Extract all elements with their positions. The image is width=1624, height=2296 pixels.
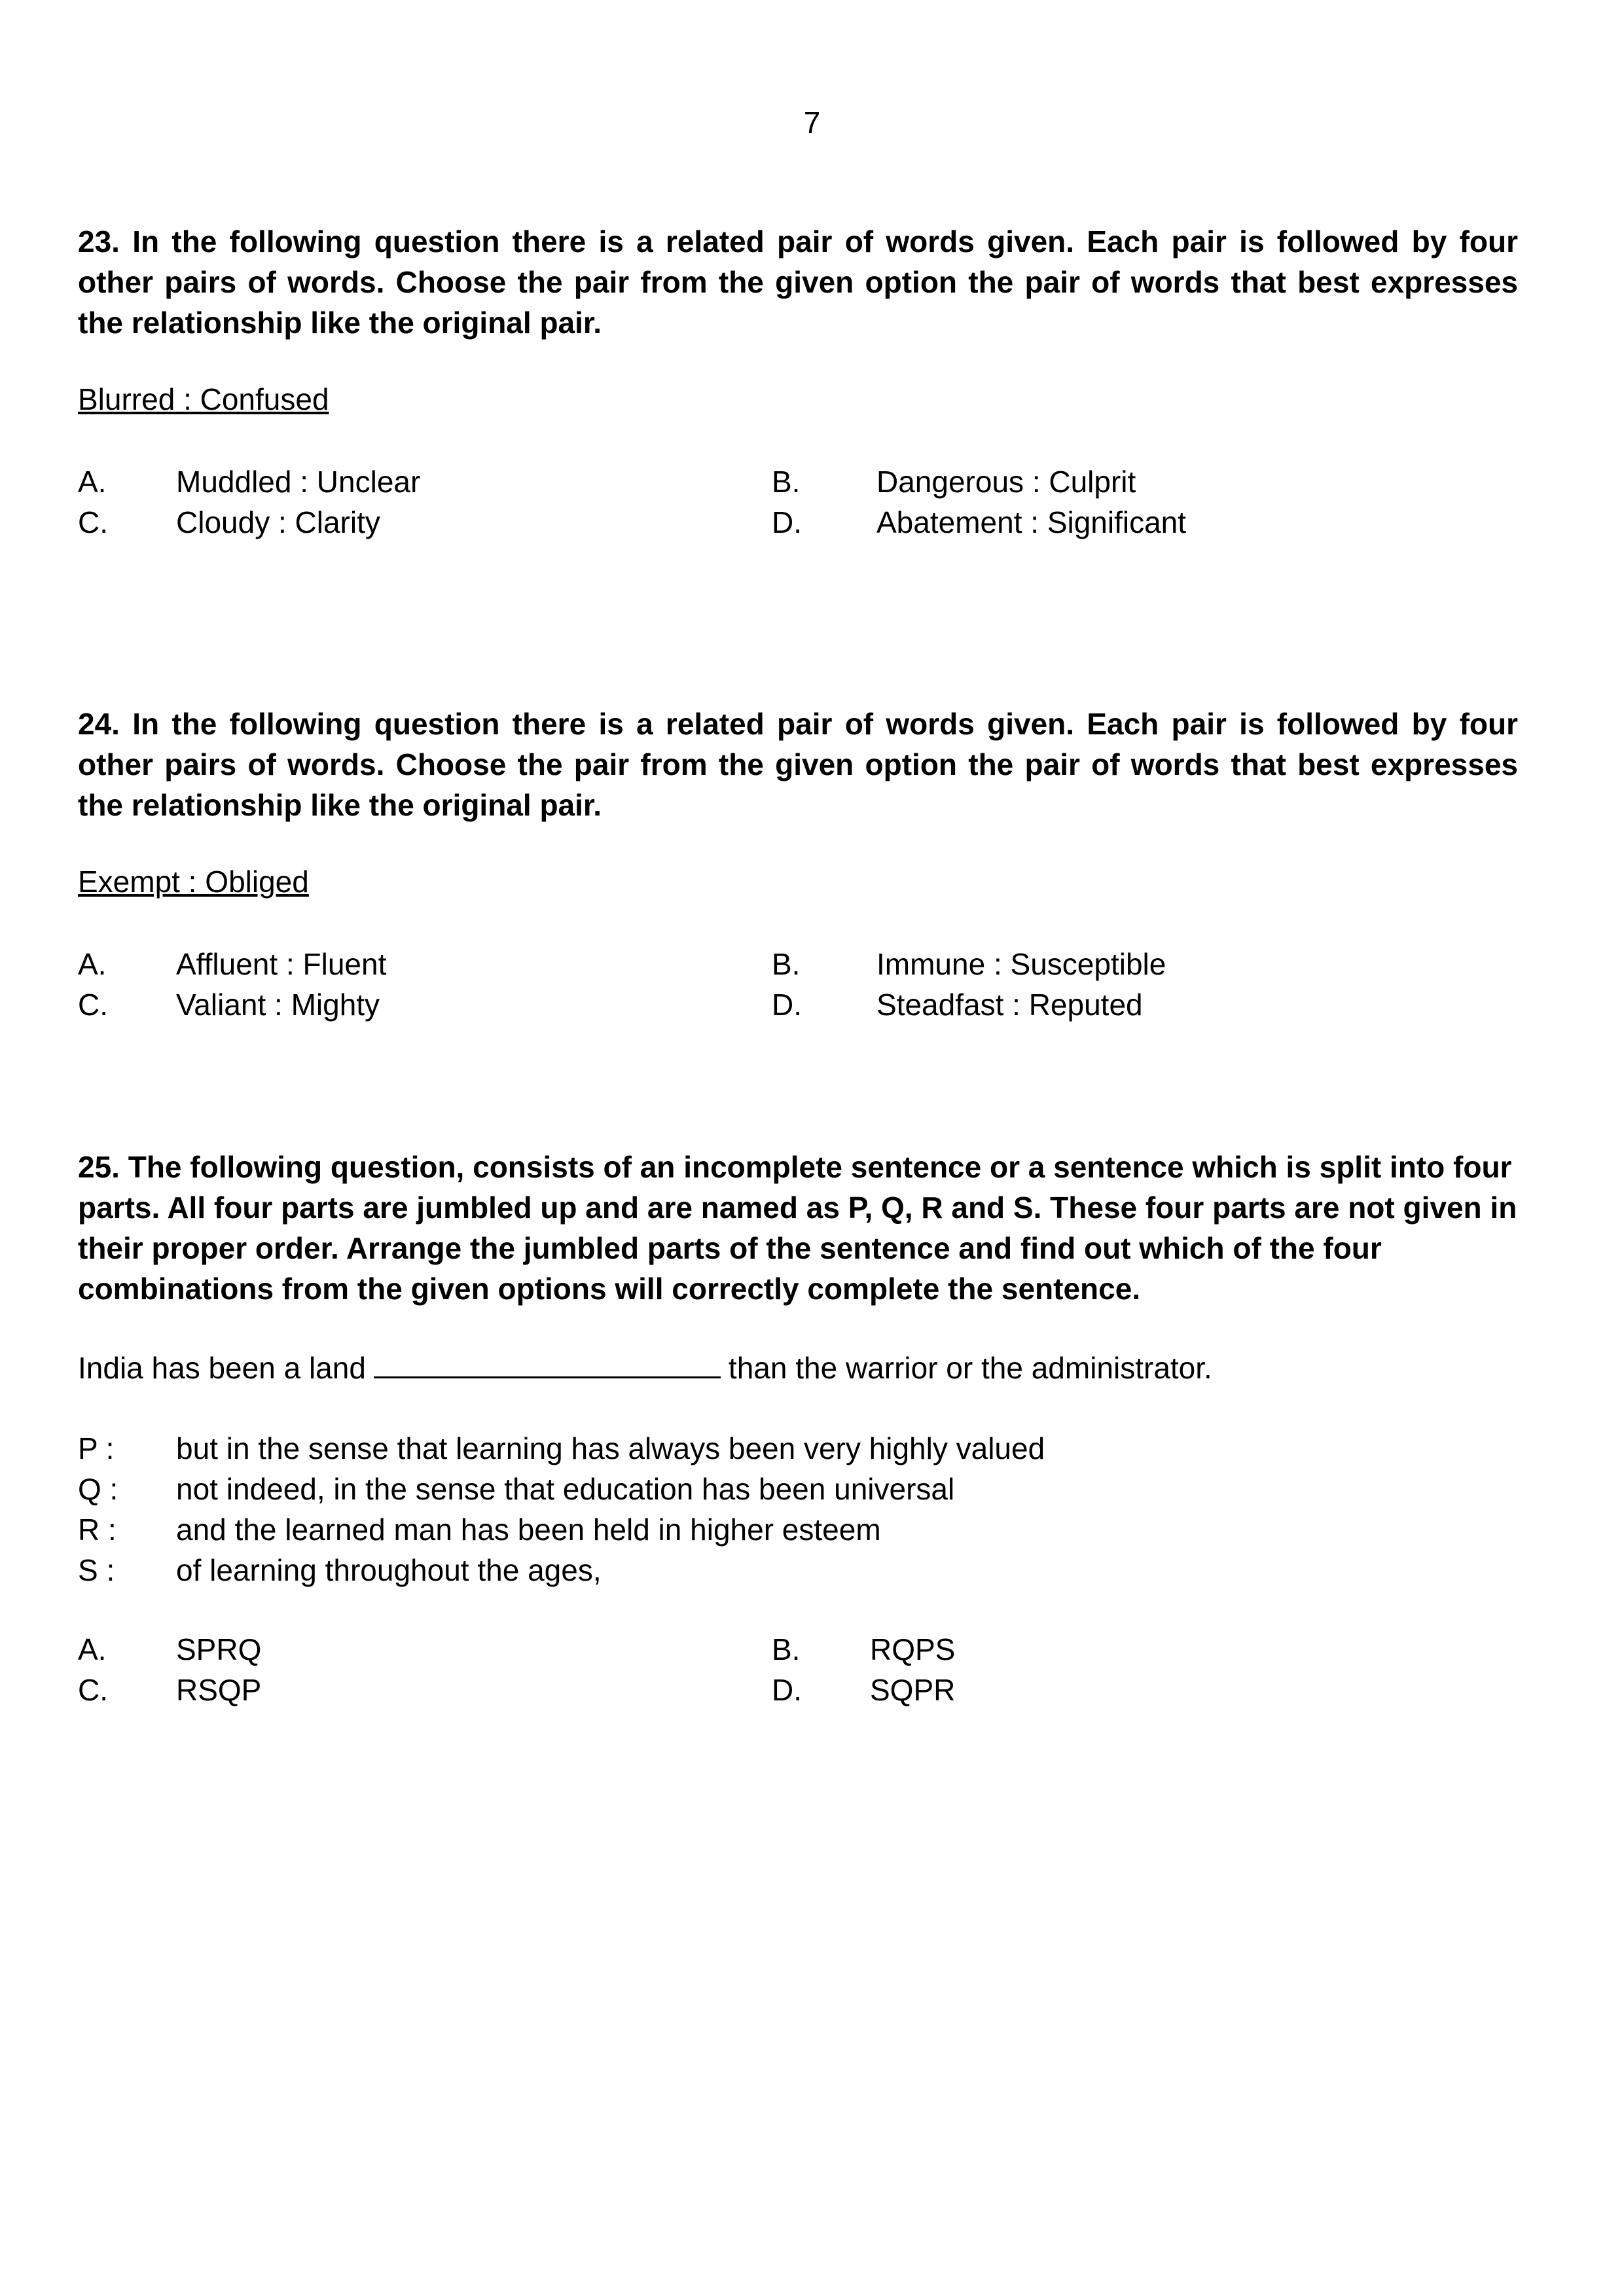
options-row-1 — [78, 944, 1518, 984]
option-letter: B. — [772, 1632, 801, 1666]
question-24-text: 24. In the following question there is a related pair of words given. Each pair is followed by four other pairs of words. Choose the pair from the given option the pair of words that best expresses the relationship like the original pair. — [78, 707, 1518, 822]
option-letter: B. — [772, 465, 801, 499]
option-letter: A. — [78, 465, 107, 499]
question-23-text: 23. In the following question there is a related pair of words given. Each pair is followed by four other pairs of words. Choose the pair from the given option the pair of words that best expresses the relationship like the original pair. — [78, 224, 1518, 340]
part-label: R : — [78, 1513, 117, 1547]
stem-after: than the warrior or the administrator. — [728, 1351, 1212, 1385]
question-24-options — [78, 944, 1518, 1025]
question-23-pair: Blurred : Confused — [78, 382, 329, 416]
option-text: Valiant : Mighty — [176, 988, 380, 1022]
part-text: but in the sense that learning has always been very highly valued — [176, 1431, 1045, 1465]
sentence-parts — [78, 1428, 1518, 1590]
options-row-1 — [78, 461, 1518, 502]
option-text: Affluent : Fluent — [176, 947, 387, 981]
option-text: SPRQ — [176, 1632, 262, 1666]
options-row-1 — [78, 1629, 1518, 1670]
options-row-2 — [78, 502, 1518, 543]
option-text: Dangerous : Culprit — [876, 465, 1136, 499]
question-24 — [78, 704, 1518, 1022]
option-letter: D. — [772, 505, 802, 539]
option-text: RSQP — [176, 1673, 262, 1707]
option-letter: A. — [78, 1632, 107, 1666]
part-r — [78, 1509, 1518, 1550]
option-text: SQPR — [870, 1673, 956, 1707]
part-p — [78, 1428, 1518, 1469]
option-text: Cloudy : Clarity — [176, 505, 380, 539]
option-letter: B. — [772, 947, 801, 981]
part-label: Q : — [78, 1472, 118, 1506]
sentence-blank — [374, 1350, 721, 1378]
option-text: Muddled : Unclear — [176, 465, 421, 499]
option-text: Steadfast : Reputed — [876, 988, 1143, 1022]
part-s — [78, 1550, 1518, 1590]
question-25 — [78, 1147, 1518, 1707]
part-text: not indeed, in the sense that education has been universal — [176, 1472, 955, 1506]
question-24-pair: Exempt : Obliged — [78, 865, 309, 899]
question-23-options — [78, 461, 1518, 543]
page-number: 7 — [803, 105, 821, 139]
part-q — [78, 1469, 1518, 1509]
part-label: S : — [78, 1553, 115, 1587]
question-23 — [78, 221, 1518, 539]
stem-before: India has been a land — [78, 1351, 366, 1385]
part-text: and the learned man has been held in higher esteem — [176, 1513, 881, 1547]
part-label: P : — [78, 1431, 115, 1465]
part-text: of learning throughout the ages, — [176, 1553, 602, 1587]
option-letter: D. — [772, 988, 802, 1022]
option-text: Immune : Susceptible — [876, 947, 1166, 981]
option-letter: A. — [78, 947, 107, 981]
option-letter: C. — [78, 988, 108, 1022]
option-letter: C. — [78, 505, 108, 539]
option-text: RQPS — [870, 1632, 956, 1666]
options-row-2 — [78, 1670, 1518, 1710]
option-letter: C. — [78, 1673, 108, 1707]
options-row-2 — [78, 984, 1518, 1025]
question-25-stem — [78, 1348, 1212, 1388]
option-letter: D. — [772, 1673, 802, 1707]
question-25-options — [78, 1629, 1518, 1710]
option-text: Abatement : Significant — [876, 505, 1187, 539]
question-25-text: 25. The following question, consists of an incomplete sentence or a sentence which is split into four parts. All four parts are jumbled up and are named as P, Q, R and S. These four parts are not given in their proper order. Arrange the jumbled parts of the sentence and find out which of the four combinations from the given options will correctly complete the sentence. — [78, 1150, 1517, 1306]
